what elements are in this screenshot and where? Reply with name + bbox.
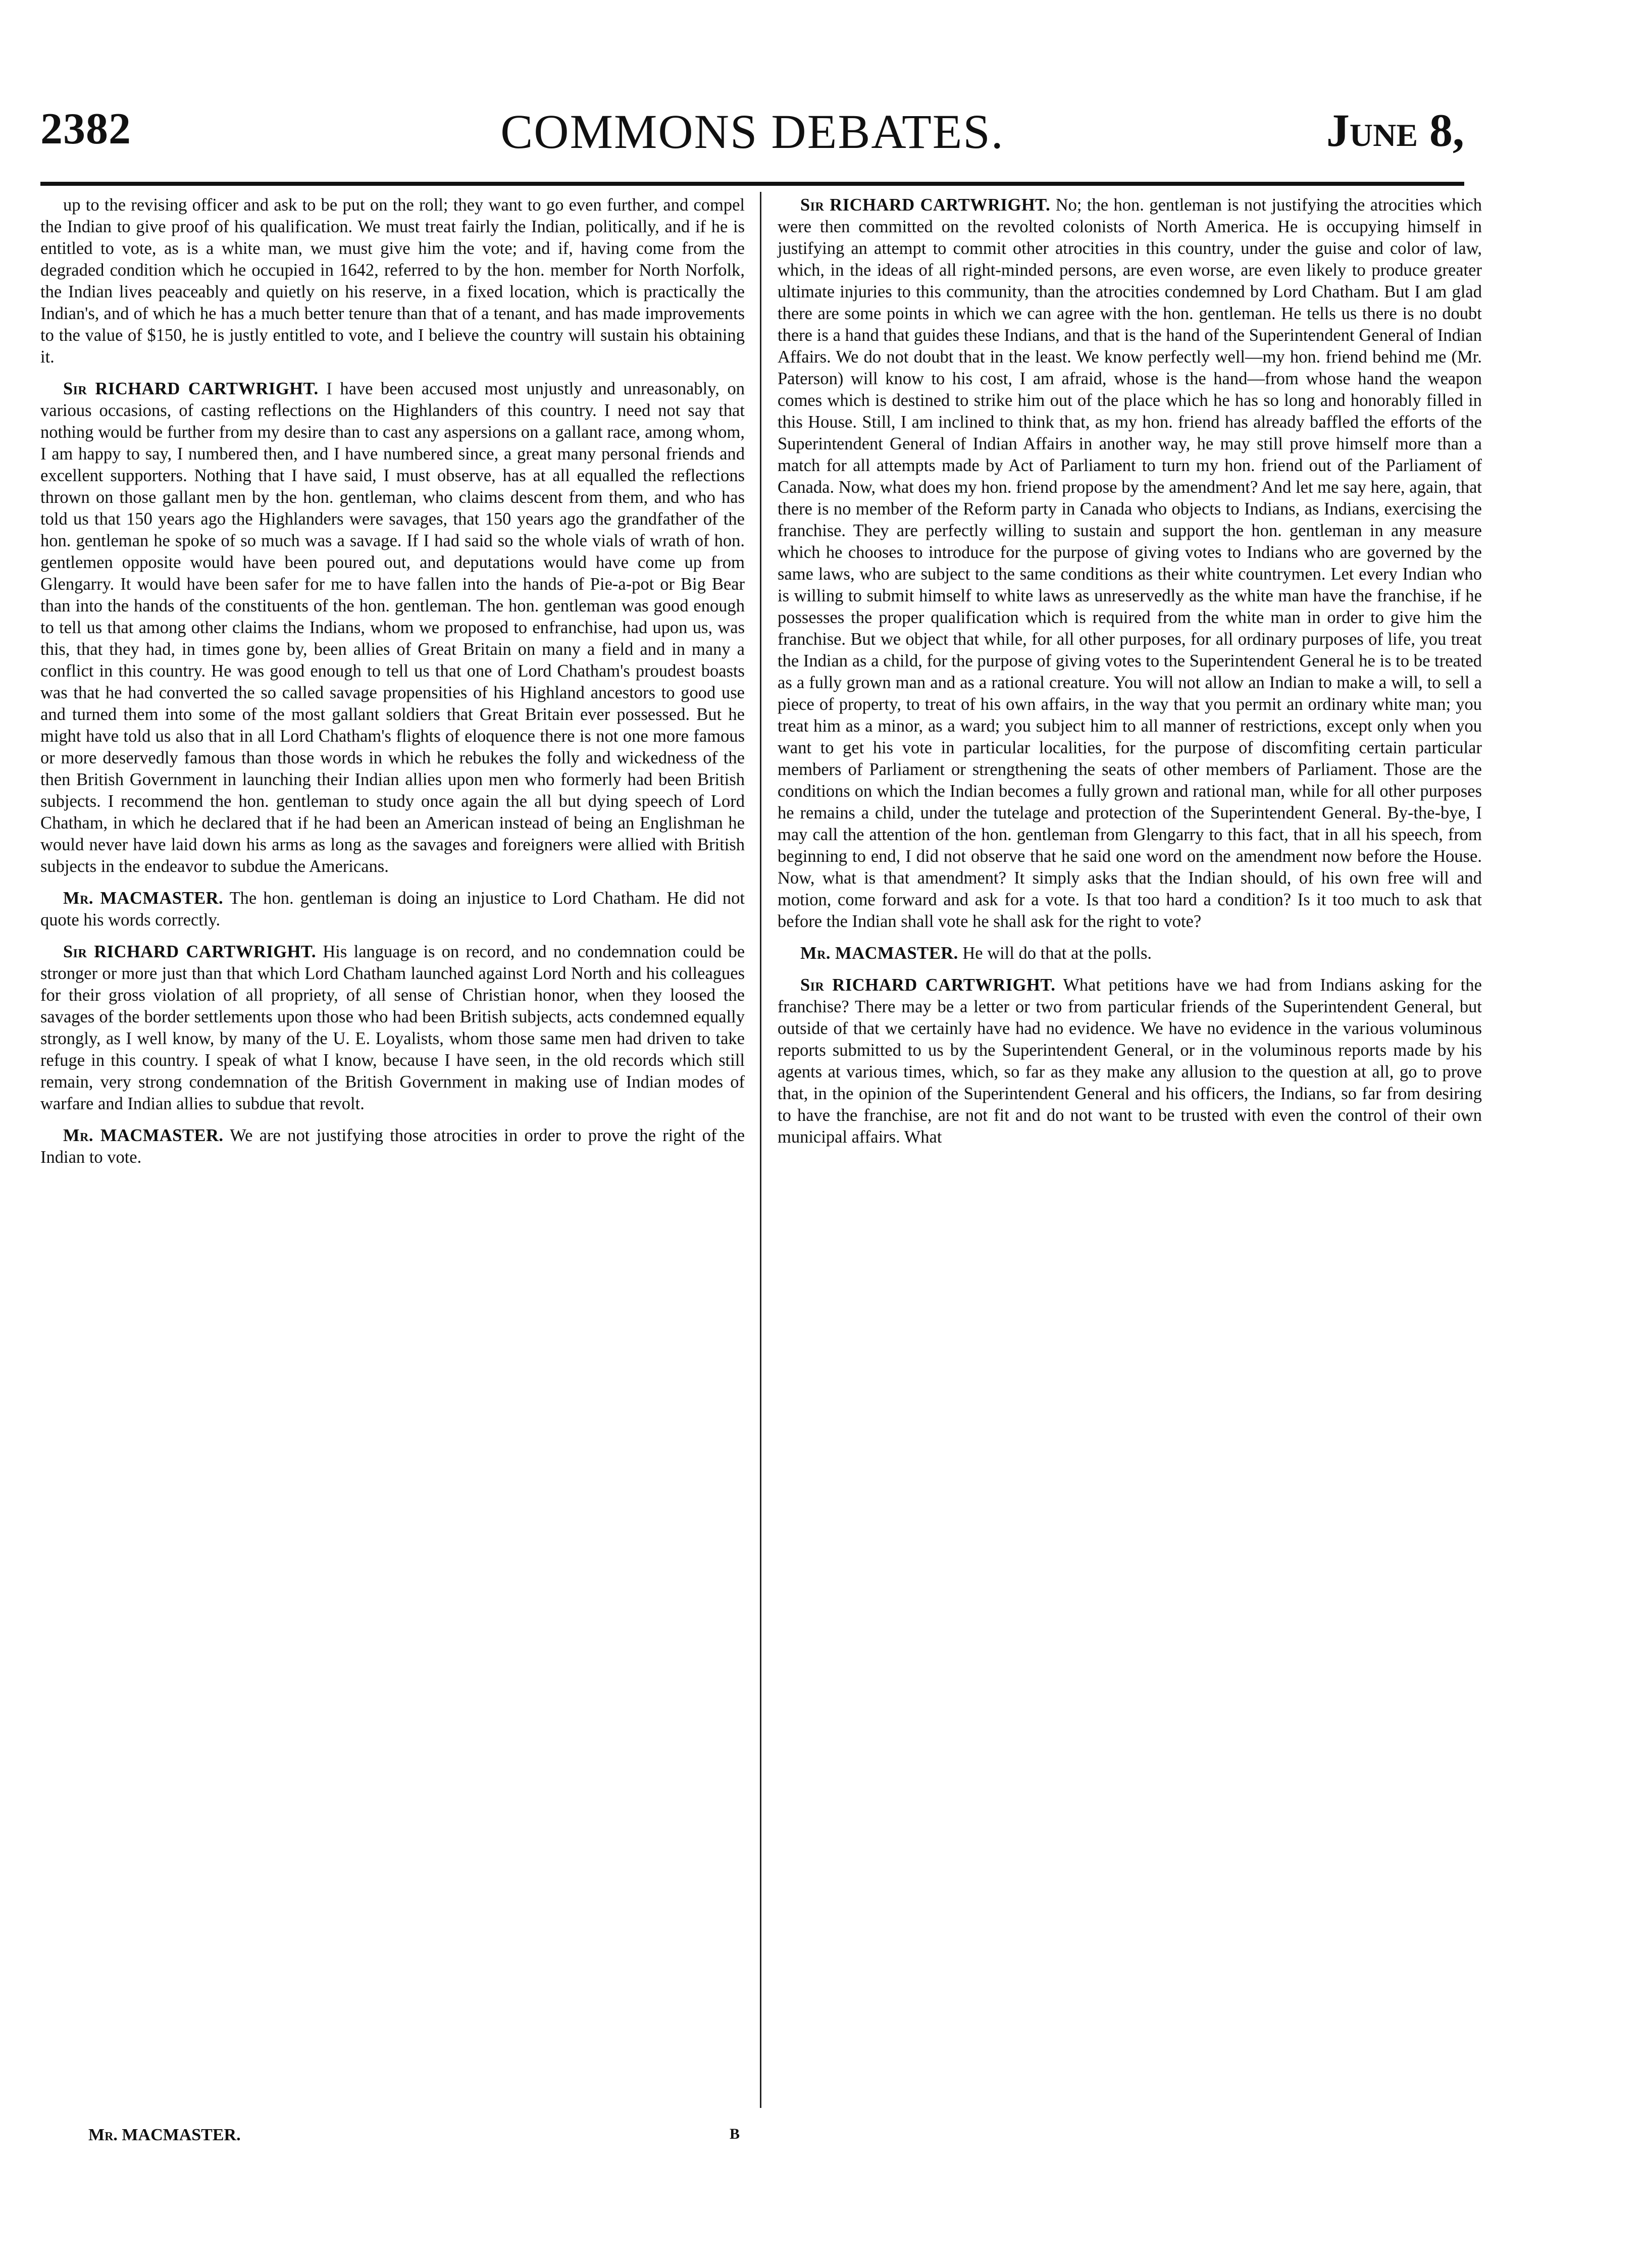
speaker-name: Mr. MACMASTER. xyxy=(63,1126,224,1145)
issue-date: June 8, xyxy=(1326,105,1464,156)
paragraph xyxy=(40,941,745,1115)
page-header xyxy=(40,104,1464,169)
paragraph-text: up to the revising officer and ask to be put on the roll; they want to go even further, and compel the Indian to give proof of his qualification. We must treat fairly the Indian, politically, and if he is entitled to vote, as is a white man, we must give him the vote; and if, having come from the degraded condition which he occupied in 1642, referred to by the hon. member for North Norfolk, the Indian lives peaceably and quietly on his reserve, in a fixed location, which is practically the Indian's, and of which he has a much better tenure than that of a tenant, and has made improvements to the value of $150, he is justly entitled to vote, and I believe the country will sustain his obtaining it. xyxy=(40,195,745,367)
running-title: COMMONS DEBATES. xyxy=(500,105,1004,159)
speaker-name: Sir RICHARD CARTWRIGHT. xyxy=(63,942,316,961)
paragraph xyxy=(778,943,1482,964)
paragraph xyxy=(40,378,745,878)
page-number: 2382 xyxy=(40,105,131,153)
paragraph xyxy=(40,194,745,368)
paragraph xyxy=(778,974,1482,1148)
paragraph-text: No; the hon. gentleman is not justifying the atrocities which were then committed on the revolted colonists of North America. He is occupying himself in justifying an attempt to commit other atrocities in this country, under the guise and color of law, which, in the ideas of all right-minded persons, are even worse, are even likely to produce greater ultimate injuries to this community, than the atrocities condemned by Lord Chatham. But I am glad there are some points in which we can agree with the hon. gentleman. He tells us there is no doubt there is a hand that guides these Indians, and that is the hand of the Superintendent General of Indian Affairs. We do not doubt that in the least. We know perfectly well—my hon. friend behind me (Mr. Paterson) will know to his cost, I am afraid, whose is the hand—from whose hand the weapon comes which is destined to strike him out of the place which he has so long and honorably filled in this House. Still, I am inclined to think that, as my hon. friend has already baffled the efforts of the Superintendent General of Indian Affairs in another way, he may still prove himself more than a match for all attempts made by Act of Parliament to turn my hon. friend out of the Parliament of Canada. Now, what does my hon. friend propose by the amendment? And let me say here, again, that there is no member of the Reform party in Canada who objects to Indians, as Indians, exercising the franchise. They are perfectly willing to sustain and support the hon. gentleman in any measure which he chooses to introduce for the purpose of giving votes to Indians who are governed by the same laws, who are subject to the same conditions as their white countrymen. Let every Indian who is willing to submit himself to white laws as unreservedly as the white man have the franchise, if he possesses the proper qualification which is required from the white man in order to give him the franchise. But we object that while, for all other purposes, for all ordinary purposes of life, you treat the Indian as a child, for the purpose of giving votes to the Superintendent General he is to be treated as a fully grown man and as a rational creature. You will not allow an Indian to make a will, to sell a piece of property, to treat of his own affairs, in the way that you permit an ordinary white man; you treat him as a minor, as a ward; you subject him to all manner of restrictions, except only when you want to get his vote in particular localities, for the purpose of discomfiting certain particular members of Parliament or strengthening the seats of other members of Parliament. Those are the conditions on which the Indian becomes a fully grown and rational man, while for all other purposes he remains a child, under the tutelage and protection of the Superintendent General. By-the-bye, I may call the attention of the hon. gentleman from Glengarry to this fact, that in all his speech, from beginning to end, I did not observe that he said one word on the amendment now before the House. Now, what is that amendment? It simply asks that the Indian should, of his own free will and motion, come forward and ask for a vote. Is that too hard a condition? Is it too much to ask that before the Indian shall vote he shall ask for the right to vote? xyxy=(778,195,1482,931)
speaker-name: Sir RICHARD CARTWRIGHT. xyxy=(800,195,1051,215)
paragraph-text: I have been accused most unjustly and unreasonably, on various occasions, of casting reflections on the Highlanders of this country. I need not say that nothing would be further from my desire than to cast any aspersions on a gallant race, among whom, I am happy to say, I numbered then, and I have numbered since, a great many personal friends and excellent supporters. Nothing that I have said, I must observe, has at all equalled the reflections thrown on those gallant men by the hon. gentleman, who claims descent from them, and who has told us that 150 years ago the Highlanders were savages, that 150 years ago the grandfather of the hon. gentleman he spoke of so much was a savage. If I had said so the whole vials of wrath of hon. gentlemen opposite would have been poured out, and deputations would have come up from Glengarry. It would have been safer for me to have fallen into the hands of Pie-a-pot or Big Bear than into the hands of the constituents of the hon. gentleman. The hon. gentleman was good enough to tell us that among other claims the Indians, whom we proposed to enfranchise, had upon us, was this, that they had, in times gone by, been allies of Great Britain on many a field and in many a conflict in this country. He was good enough to tell us that one of Lord Chatham's proudest boasts was that he had converted the so called savage propensities of his Highland ancestors to good use and turned them into some of the most gallant soldiers that Great Britain ever possessed. But he might have told us also that in all Lord Chatham's flights of eloquence there is not one more famous or more deservedly famous than those words in which he rebukes the folly and wickedness of the then British Government in launching their Indian allies upon men who formerly had been British subjects. I recommend the hon. gentleman to study once again the all but dying speech of Lord Chatham, in which he declared that if he had been an American instead of being an Englishman he would never have laid down his arms as long as the savages and foreigners were allied with British subjects in the endeavor to subdue the Americans. xyxy=(40,379,745,876)
right-column xyxy=(778,194,1482,1158)
left-column xyxy=(40,194,745,1178)
column-divider xyxy=(760,192,761,2108)
paragraph-text: His language is on record, and no condemnation could be stronger or more just than that which Lord Chatham launched against Lord North and his colleagues for their gross violation of all propriety, of all sense of Christian honor, when they loosed the savages of the border settlements upon those who had been British subjects, acts condemned equally strongly, as I well know, by many of the U. E. Loyalists, whom those same men had driven to take refuge in this country. I speak of what I know, because I have seen, in the old records which still remain, very strong condemnation of the British Government in making use of Indian modes of warfare and Indian allies to subdue that revolt. xyxy=(40,942,745,1113)
footer-signature-mark: B xyxy=(730,2126,740,2142)
paragraph xyxy=(778,194,1482,933)
paragraph-text: The hon. gentleman is doing an injustice to Lord Chatham. He did not quote his words correctly. xyxy=(40,889,745,930)
footer-catchword: Mr. MACMASTER. xyxy=(88,2126,241,2144)
speaker-name: Sir RICHARD CARTWRIGHT. xyxy=(63,379,319,398)
header-rule xyxy=(40,182,1464,186)
paragraph xyxy=(40,888,745,931)
speaker-name: Sir RICHARD CARTWRIGHT. xyxy=(800,975,1056,995)
paragraph-text: What petitions have we had from Indians asking for the franchise? There may be a letter or two from particular friends of the Superintendent General, but outside of that we certainly have had no evidence. We have no evidence in the various voluminous reports submitted to us by the Superintendent General, or in the voluminous reports made by his agents at various times, which, so far as they make any allusion to the question at all, go to prove that, in the opinion of the Superintendent General and his officers, the Indians, so far from desiring to have the franchise, are not fit and do not want to be trusted with even the control of their own municipal affairs. What xyxy=(778,975,1482,1147)
speaker-name: Mr. MACMASTER. xyxy=(63,889,224,908)
paragraph xyxy=(40,1125,745,1168)
paragraph-text: He will do that at the polls. xyxy=(962,944,1152,963)
paragraph-text: We are not justifying those atrocities in order to prove the right of the Indian to vote. xyxy=(40,1126,745,1167)
speaker-name: Mr. MACMASTER. xyxy=(800,944,958,963)
